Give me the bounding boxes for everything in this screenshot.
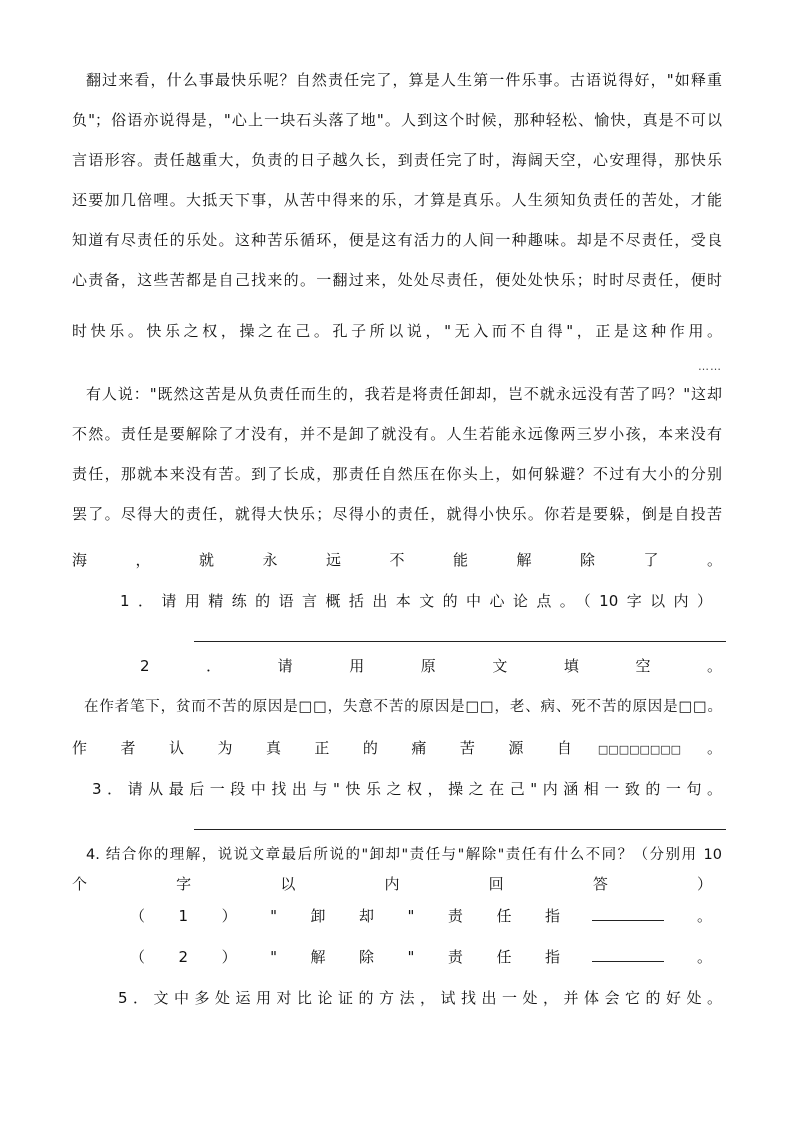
question-2-line-1: 在作者笔下，贫而不苦的原因是□□，失意不苦的原因是□□，老、病、死不苦的原因是□□。: [84, 699, 722, 715]
ellipsis-mark: ……: [698, 360, 722, 373]
q4-sub2-period: 。: [696, 948, 712, 966]
para2-line-4: 罢了。尽得大的责任，就得大快乐；尽得小的责任，就得小快乐。你若是要躲，倒是自投苦: [72, 505, 722, 523]
question-4-sub-1: [130, 905, 712, 926]
q4-sub1-blank[interactable]: [592, 905, 664, 921]
para2-line-5: 海，就永远不能解除了。: [72, 551, 722, 569]
para2-line-1: 有人说："既然这苦是从负责任而生的，我若是将责任卸却，岂不就永远没有苦了吗？"这却: [86, 385, 722, 403]
para1-line-1: 翻过来看，什么事最快乐呢？自然责任完了，算是人生第一件乐事。古语说得好，"如释重: [86, 71, 722, 89]
question-4-line-2: 个字以内回答）: [72, 875, 712, 893]
para1-line-2: 负"；俗语亦说得是，"心上一块石头落了地"。人到这个时候，那种轻松、愉快，真是不可以: [72, 111, 722, 129]
q4-sub2-blank[interactable]: [592, 946, 664, 962]
q2-answer-boxes[interactable]: □□□□□□□□: [597, 743, 682, 756]
para1-line-4: 还要加几倍哩。大抵天下事，从苦中得来的乐，才算是真乐。人生须知负责任的苦处，才能: [72, 191, 722, 209]
answer-line-q1[interactable]: [194, 641, 726, 642]
q2-line2-text: 作 者 认 为 真 正 的 痛 苦 源 自: [72, 739, 572, 757]
para1-line-7: 时快乐。快乐之权，操之在己。孔子所以说，"无入而不自得"，正是这种作用。: [72, 322, 722, 340]
answer-line-q3[interactable]: [194, 829, 726, 830]
para1-line-6: 心责备，这些苦都是自己找来的。一翻过来，处处尽责任，便处处快乐；时时尽责任，便时: [72, 271, 722, 289]
question-2-line-2: [72, 738, 722, 760]
para1-line-5: 知道有尽责任的乐处。这种苦乐循环，便是这有活力的人间一种趣味。却是不尽责任，受良: [72, 231, 722, 249]
question-4-sub-2: [130, 946, 712, 967]
para1-line-3: 言语形容。责任越重大，负责的日子越久长，到责任完了时，海阔天空，心安理得，那快乐: [72, 151, 722, 169]
q4-sub2-label: （ 2 ） " 解 除 " 责 任 指: [130, 948, 560, 966]
question-5: 5．文中多处运用对比论证的方法，试找出一处，并体会它的好处。: [118, 989, 722, 1007]
q2-line2-period: 。: [706, 739, 722, 757]
q4-sub1-label: （ 1 ） " 卸 却 " 责 任 指: [130, 907, 560, 925]
question-2-title: 2．请用原文填空。: [140, 657, 722, 675]
para2-line-2: 不然。责任是要解除了才没有，并不是卸了就没有。人生若能永远像两三岁小孩，本来没有: [72, 425, 722, 443]
question-1: 1．请用精练的语言概括出本文的中心论点。（10字以内）: [120, 592, 712, 610]
q4-sub1-period: 。: [696, 907, 712, 925]
para2-line-3: 责任，那就本来没有苦。到了长成，那责任自然压在你头上，如何躲避？不过有大小的分别: [72, 465, 722, 483]
question-3: 3．请从最后一段中找出与"快乐之权，操之在己"内涵相一致的一句。: [92, 780, 722, 798]
question-4-line-1: 4. 结合你的理解，说说文章最后所说的"卸却"责任与"解除"责任有什么不同？（分别用 10: [86, 847, 722, 863]
